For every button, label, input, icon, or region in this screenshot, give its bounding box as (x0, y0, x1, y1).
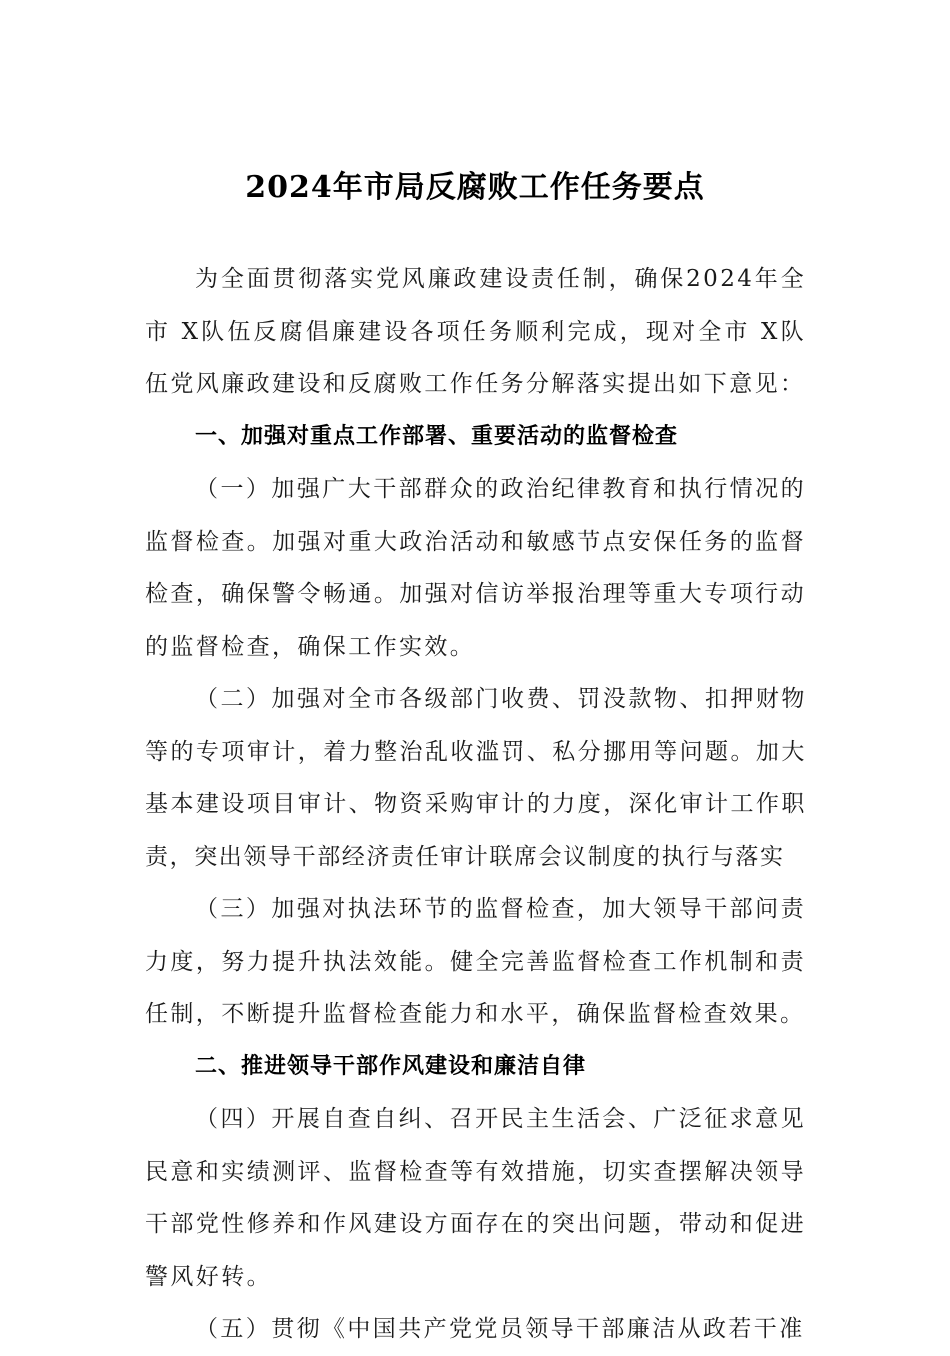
item-2-paragraph: （二）加强对全市各级部门收费、罚没款物、扣押财物等的专项审计，着力整治乱收滥罚、私分挪用等问题。加大基本建设项目审计、物资采购审计的力度，深化审计工作职责，突出领导干部经济责任审计联席会议制度的执行与落实 (145, 686, 806, 870)
item-5-paragraph: （五）贯彻《中国共产党党员领导干部廉洁从政若干准 (195, 1316, 805, 1342)
item-4-paragraph: （四）开展自查自纠、召开民主生活会、广泛征求意见民意和实绩测评、监督检查等有效措施，切实查摆解决领导干部党性修养和作风建设方面存在的突出问题，带动和促进警风好转。 (145, 1106, 806, 1290)
section-2-heading: 二、推进领导干部作风建设和廉洁自律 (195, 1053, 587, 1079)
section-1-heading: 一、加强对重点工作部署、重要活动的监督检查 (195, 423, 679, 449)
document-title: 2024年市局反腐败工作任务要点 (245, 170, 705, 205)
item-3-paragraph: （三）加强对执法环节的监督检查，加大领导干部问责力度，努力提升执法效能。健全完善监督检查工作机制和责任制，不断提升监督检查能力和水平，确保监督检查效果。 (145, 896, 806, 1027)
document-body (145, 253, 806, 1356)
item-1-paragraph: （一）加强广大干部群众的政治纪律教育和执行情况的监督检查。加强对重大政治活动和敏感节点安保任务的监督检查，确保警令畅通。加强对信访举报治理等重大专项行动的监督检查，确保工作实效。 (145, 476, 806, 660)
intro-paragraph: 为全面贯彻落实党风廉政建设责任制，确保2024年全市 X队伍反腐倡廉建设各项任务顺利完成，现对全市 X队伍党风廉政建设和反腐败工作任务分解落实提出如下意见： (145, 266, 806, 397)
